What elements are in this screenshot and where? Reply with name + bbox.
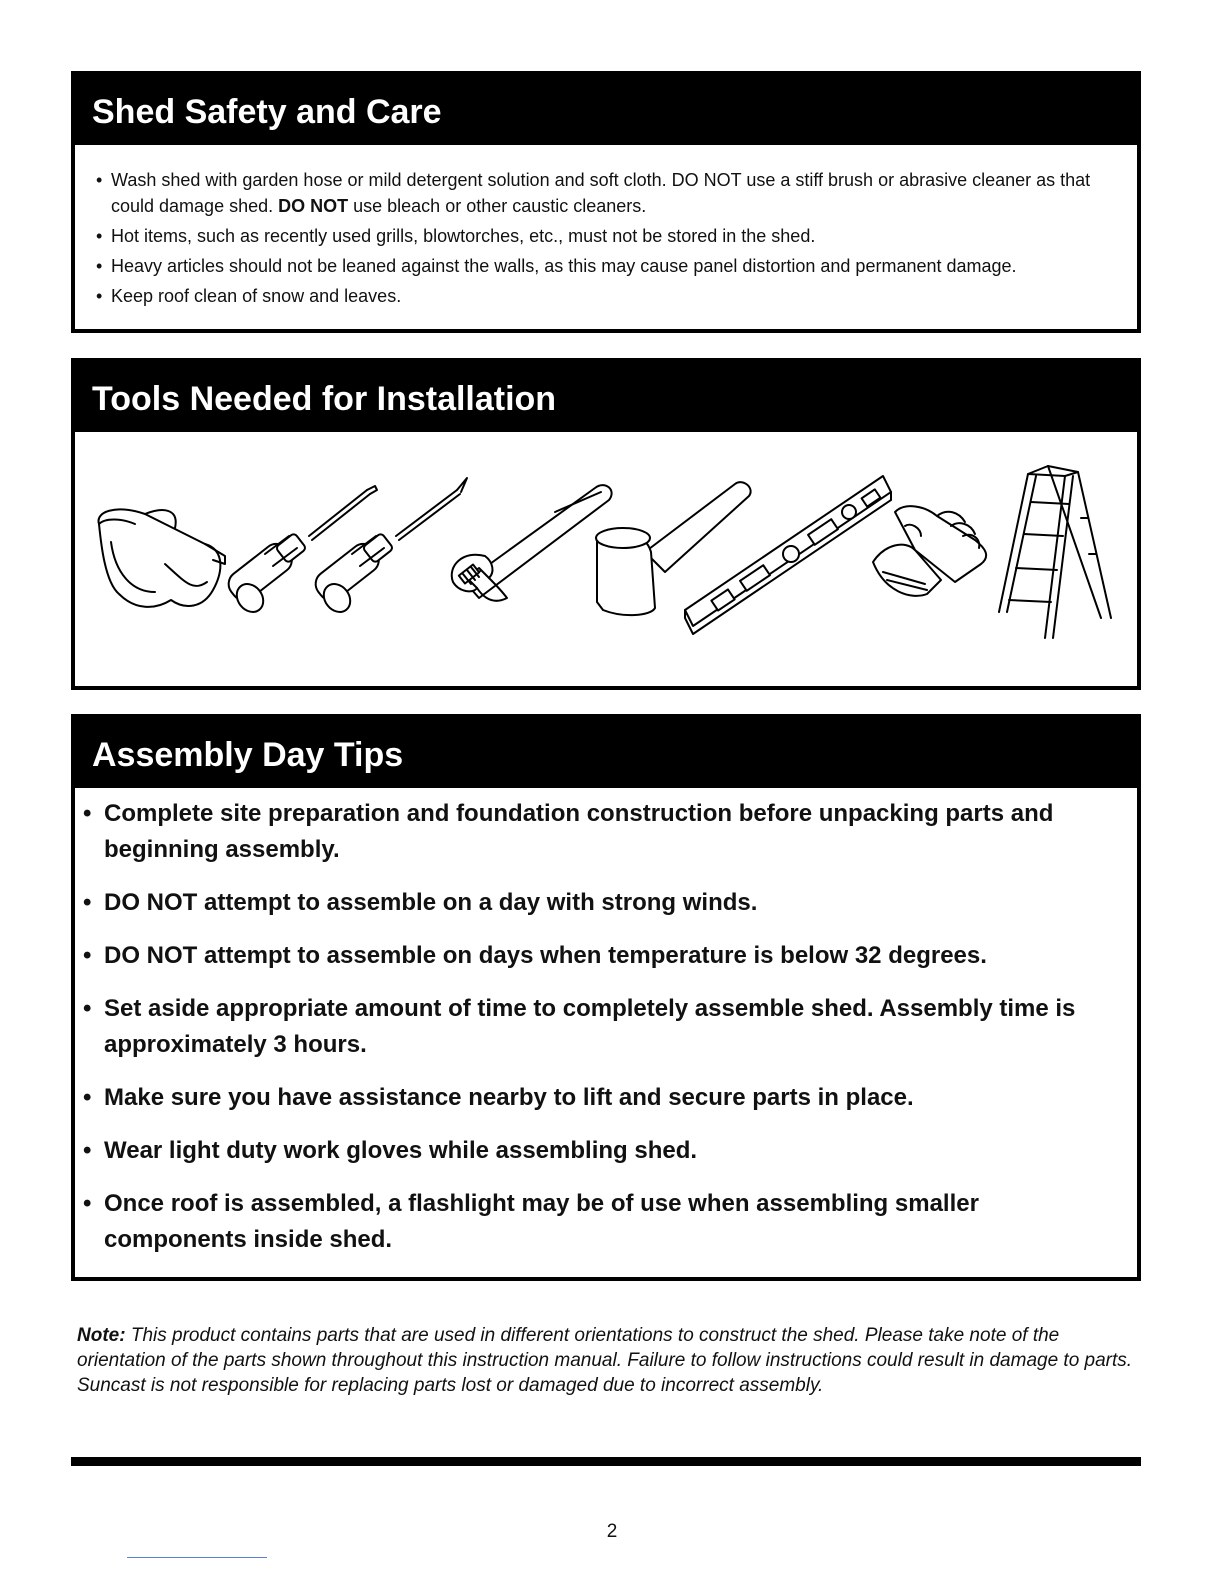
note-paragraph: [77, 1323, 1137, 1398]
tip-item: • DO NOT attempt to assemble on a day with strong winds.: [83, 885, 1123, 921]
safety-title: Shed Safety and Care: [75, 75, 1137, 145]
tip-item: • Set aside appropriate amount of time to completely assemble shed. Assembly time is approximately 3 hours.: [83, 991, 1123, 1063]
page-number: 2: [606, 1521, 618, 1542]
tips-title: Assembly Day Tips: [75, 718, 1137, 788]
work-gloves-icon: [873, 506, 986, 596]
safety-item: • Keep roof clean of snow and leaves.: [92, 283, 1137, 309]
safety-glasses-icon: [98, 509, 225, 606]
tip-item: • Wear light duty work gloves while assembling shed.: [83, 1133, 1123, 1169]
safety-section: [71, 71, 1141, 333]
tools-illustration: [75, 432, 1137, 686]
note-label: Note:: [77, 1325, 126, 1346]
tip-item: • DO NOT attempt to assemble on days when temperature is below 32 degrees.: [83, 938, 1123, 974]
adjustable-wrench-icon: [452, 485, 612, 601]
footer-link-underline: [127, 1557, 267, 1558]
safety-item: • Heavy articles should not be leaned against the walls, as this may cause panel distortion and permanent damage.: [92, 253, 1137, 279]
step-ladder-icon: [999, 466, 1111, 638]
tip-item: • Complete site preparation and foundation construction before unpacking parts and beginning assembly.: [83, 796, 1123, 868]
tips-list: [75, 788, 1137, 1258]
tools-title: Tools Needed for Installation: [75, 362, 1137, 432]
tip-item: • Once roof is assembled, a flashlight may be of use when assembling smaller components inside shed.: [83, 1186, 1123, 1258]
safety-item: • Hot items, such as recently used grills, blowtorches, etc., must not be stored in the shed.: [92, 223, 1137, 249]
safety-list: [75, 145, 1137, 309]
safety-item: • Wash shed with garden hose or mild detergent solution and soft cloth. DO NOT use a stiff brush or abrasive cleaner as that could damage shed. DO NOT use bleach or other caustic cleaners.: [92, 167, 1137, 219]
tip-item: • Make sure you have assistance nearby to lift and secure parts in place.: [83, 1080, 1123, 1116]
note-text: This product contains parts that are used in different orientations to construct the shed. Please take note of the orientation of the parts shown throughout this instruction manual. Failure to follow instructions could result in damage to parts. Suncast is not responsible for replacing parts lost or damaged due to incorrect assembly.: [77, 1325, 1133, 1396]
footer-rule: [71, 1457, 1141, 1466]
tools-section: [71, 358, 1141, 690]
tips-section: [71, 714, 1141, 1281]
phillips-screwdriver-icon: [310, 478, 467, 617]
